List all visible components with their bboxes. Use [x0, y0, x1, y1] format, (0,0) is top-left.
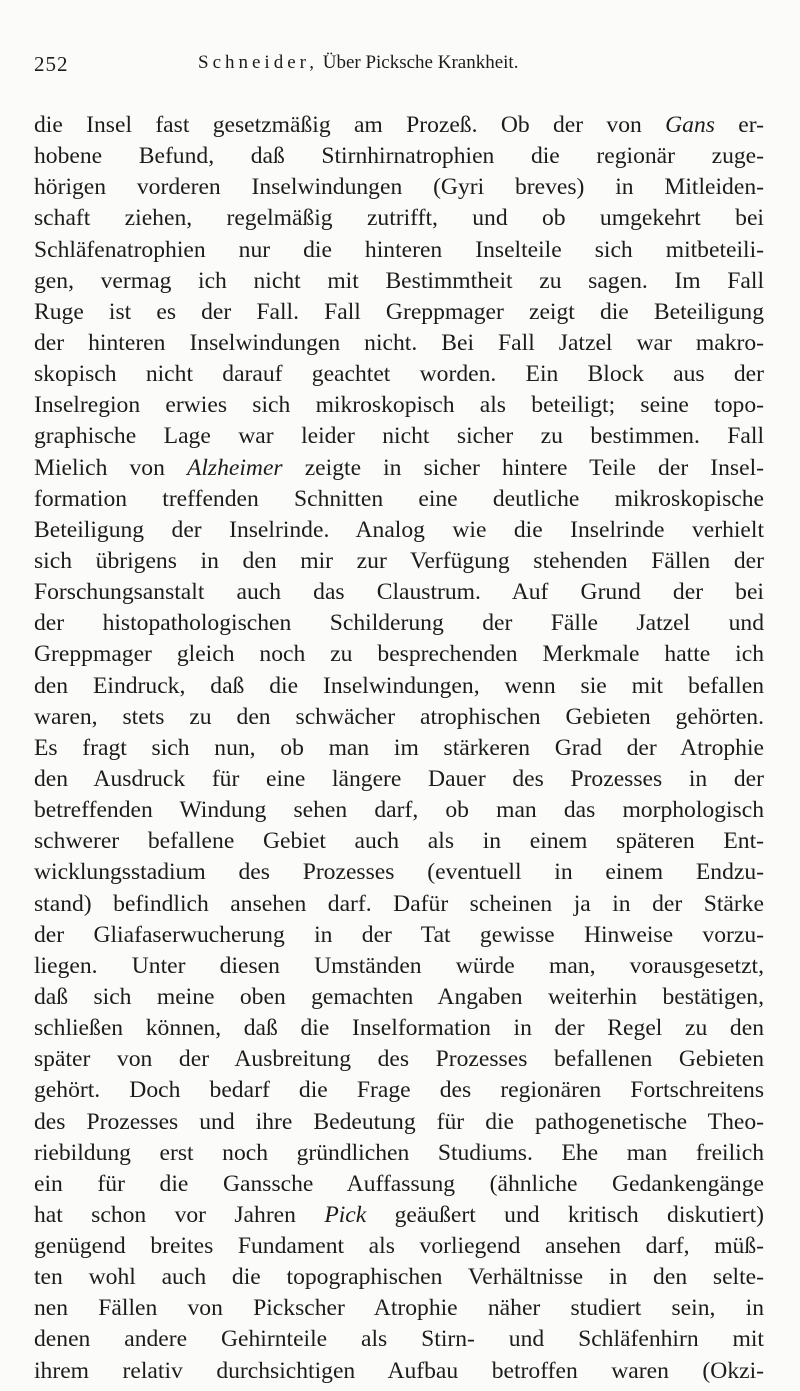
- text-line: [34, 1262, 764, 1293]
- text-run: er-: [714, 112, 764, 138]
- text-run: der Gliafaserwucherung in der Tat gewisse Hinweise vorzu-: [34, 921, 764, 948]
- text-line: [34, 453, 764, 484]
- italic-name: Alzheimer: [186, 454, 283, 481]
- text-line: [34, 733, 764, 764]
- text-line: [34, 1200, 764, 1231]
- text-run: Es fragt sich nun, ob man im stärkeren Grad der Atrophie: [34, 734, 764, 761]
- text-run: Mielich von: [34, 454, 187, 481]
- text-run: gehört. Doch bedarf die Frage des regionären Fortschreitens: [34, 1077, 764, 1104]
- text-line: [34, 266, 764, 297]
- text-line: [34, 328, 764, 359]
- text-line: [34, 702, 764, 733]
- text-run: formation treffenden Schnitten eine deutliche mikroskopische: [34, 485, 764, 512]
- text-run: schließen können, daß die Inselformation in der Regel zu den: [34, 1015, 764, 1042]
- text-line: [34, 826, 764, 857]
- text-run: skopisch nicht darauf geachtet worden. Ein Block aus der: [34, 361, 764, 388]
- text-line: [34, 671, 764, 702]
- text-line: [34, 297, 764, 328]
- text-run: schaft ziehen, regelmäßig zutrifft, und ob umgekehrt bei: [34, 205, 764, 232]
- text-run: wicklungsstadium des Prozesses (eventuell in einem Endzu-: [34, 859, 764, 886]
- text-line: [34, 951, 764, 982]
- text-line: [34, 920, 764, 951]
- text-line: [34, 546, 764, 577]
- text-line: [34, 1075, 764, 1106]
- text-run: ten wohl auch die topographischen Verhältnisse in den selte-: [34, 1264, 764, 1291]
- text-line: [34, 889, 764, 920]
- text-line: [34, 235, 764, 266]
- text-line: [34, 1044, 764, 1075]
- text-run: zeigte in sicher hintere Teile der Insel-: [282, 454, 764, 481]
- text-run: Beteiligung der Inselrinde. Analog wie die Inselrinde verhielt: [34, 516, 764, 543]
- text-line: [34, 795, 764, 826]
- text-run: Schläfenatrophien nur die hinteren Inselteile sich mitbeteili-: [34, 236, 764, 263]
- text-run: ein für die Ganssche Auffassung (ähnliche Gedankengänge: [34, 1170, 764, 1197]
- page-number: 252: [34, 52, 69, 76]
- text-line: [34, 1356, 764, 1387]
- text-run: gen, vermag ich nicht mit Bestimmtheit zu sagen. Im Fall: [34, 267, 764, 294]
- text-run: Ruge ist es der Fall. Fall Greppmager zeigt die Beteiligung: [34, 298, 764, 325]
- running-title-author: Schneider,: [198, 52, 318, 73]
- text-run: schwerer befallene Gebiet auch als in einem späteren Ent-: [34, 828, 764, 855]
- text-run: graphische Lage war leider nicht sicher zu bestimmen. Fall: [34, 423, 764, 450]
- text-line: [34, 359, 764, 390]
- italic-name: Gans: [665, 112, 715, 138]
- text-run: sich übrigens in den mir zur Verfügung stehenden Fällen der: [34, 547, 764, 574]
- text-line: [34, 857, 764, 888]
- running-title-text: Über Picksche Krankheit.: [317, 52, 519, 73]
- text-line: [34, 203, 764, 234]
- text-run: betreffenden Windung sehen darf, ob man das morphologisch: [34, 797, 764, 824]
- text-run: Inselregion erwies sich mikroskopisch als beteiligt; seine topo-: [34, 392, 764, 419]
- text-run: denen andere Gehirnteile als Stirn- und Schläfenhirn mit: [34, 1326, 764, 1353]
- text-run: Forschungsanstalt auch das Claustrum. Auf Grund der bei: [34, 579, 764, 606]
- text-run: hat schon vor Jahren: [34, 1201, 325, 1228]
- text-line: [34, 1013, 764, 1044]
- text-line: [34, 1107, 764, 1138]
- text-run: später von der Ausbreitung des Prozesses befallenen Gebieten: [34, 1046, 764, 1073]
- text-line: [34, 172, 764, 203]
- text-run: stand) befindlich ansehen darf. Dafür scheinen ja in der Stärke: [34, 890, 764, 917]
- text-run: des Prozesses und ihre Bedeutung für die pathogenetische Theo-: [34, 1108, 764, 1135]
- text-line: [34, 141, 764, 172]
- body-text: [34, 110, 764, 1387]
- text-run: Greppmager gleich noch zu besprechenden Merkmale hatte ich: [34, 641, 764, 668]
- text-line: [34, 515, 764, 546]
- text-line: [34, 1169, 764, 1200]
- text-line: [34, 639, 764, 670]
- text-run: ihrem relativ durchsichtigen Aufbau betroffen waren (Okzi-: [34, 1357, 764, 1384]
- text-run: der histopathologischen Schilderung der Fälle Jatzel und: [34, 610, 764, 637]
- text-run: den Ausdruck für eine längere Dauer des Prozesses in der: [34, 765, 764, 792]
- text-line: [34, 608, 764, 639]
- text-run: riebildung erst noch gründlichen Studiums. Ehe man freilich: [34, 1139, 764, 1166]
- running-title: [198, 52, 518, 74]
- text-line: [34, 1293, 764, 1324]
- text-run: die Insel fast gesetzmäßig am Prozeß. Ob der von: [34, 112, 666, 138]
- text-run: genügend breites Fundament als vorliegend ansehen darf, müß-: [34, 1233, 764, 1260]
- text-line: [34, 421, 764, 452]
- text-run: den Eindruck, daß die Inselwindungen, wenn sie mit befallen: [34, 672, 764, 699]
- text-run: der hinteren Inselwindungen nicht. Bei Fall Jatzel war makro-: [34, 329, 764, 356]
- text-line: [34, 1231, 764, 1262]
- text-line: [34, 982, 764, 1013]
- text-line: [34, 484, 764, 515]
- text-line: [34, 1324, 764, 1355]
- text-run: nen Fällen von Pickscher Atrophie näher studiert sein, in: [34, 1295, 764, 1322]
- italic-name: Pick: [324, 1201, 367, 1228]
- text-run: daß sich meine oben gemachten Angaben weiterhin bestätigen,: [34, 983, 764, 1010]
- text-line: [34, 577, 764, 608]
- text-line: [34, 764, 764, 795]
- text-run: hörigen vorderen Inselwindungen (Gyri breves) in Mitleiden-: [34, 174, 764, 201]
- text-line: [34, 390, 764, 421]
- text-line: [34, 1138, 764, 1169]
- text-run: liegen. Unter diesen Umständen würde man, vorausgesetzt,: [34, 952, 764, 979]
- text-run: waren, stets zu den schwächer atrophischen Gebieten gehörten.: [34, 703, 764, 730]
- text-run: geäußert und kritisch diskutiert): [366, 1201, 764, 1228]
- text-line: [34, 110, 764, 141]
- running-header: [34, 52, 734, 86]
- text-run: hobene Befund, daß Stirnhirnatrophien die regionär zuge-: [34, 143, 764, 170]
